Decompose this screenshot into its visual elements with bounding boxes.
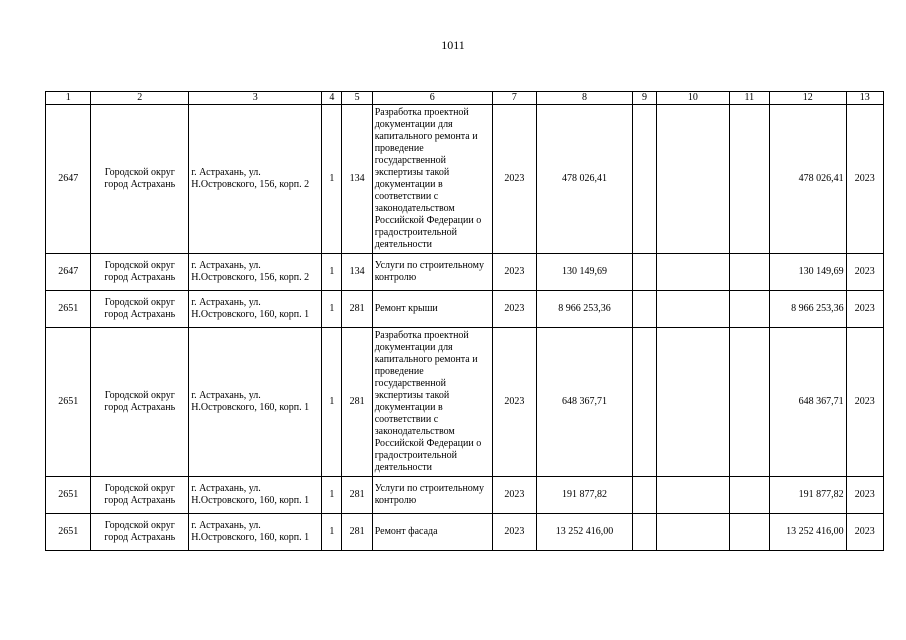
column-number: 12 xyxy=(769,92,846,105)
cell-col-8: 648 367,71 xyxy=(537,328,633,477)
cell-col-13: 2023 xyxy=(846,254,883,291)
cell-col-9 xyxy=(632,477,656,514)
cell-col-11 xyxy=(729,328,769,477)
column-number: 11 xyxy=(729,92,769,105)
cell-col-11 xyxy=(729,477,769,514)
column-number: 4 xyxy=(322,92,342,105)
cell-year: 2023 xyxy=(492,291,536,328)
cell-col-13: 2023 xyxy=(846,291,883,328)
cell-col-9 xyxy=(632,291,656,328)
table-body xyxy=(46,92,884,551)
cell-col-5: 281 xyxy=(342,328,372,477)
cell-col-9 xyxy=(632,514,656,551)
table-row xyxy=(46,291,884,328)
column-number: 9 xyxy=(632,92,656,105)
cell-col-8: 13 252 416,00 xyxy=(537,514,633,551)
column-number: 3 xyxy=(189,92,322,105)
cell-work-type: Услуги по строительному контролю xyxy=(372,477,492,514)
cell-col-8: 130 149,69 xyxy=(537,254,633,291)
cell-col-10 xyxy=(657,105,730,254)
cell-col-8: 8 966 253,36 xyxy=(537,291,633,328)
column-number: 7 xyxy=(492,92,536,105)
cell-municipality: Городской округ город Астрахань xyxy=(91,514,189,551)
cell-col-4: 1 xyxy=(322,477,342,514)
cell-municipality: Городской округ город Астрахань xyxy=(91,291,189,328)
column-number: 2 xyxy=(91,92,189,105)
column-number: 6 xyxy=(372,92,492,105)
cell-municipality: Городской округ город Астрахань xyxy=(91,477,189,514)
cell-municipality: Городской округ город Астрахань xyxy=(91,254,189,291)
cell-col-10 xyxy=(657,254,730,291)
table-row xyxy=(46,254,884,291)
cell-col-8: 478 026,41 xyxy=(537,105,633,254)
cell-col-5: 281 xyxy=(342,477,372,514)
cell-work-type: Ремонт крыши xyxy=(372,291,492,328)
cell-col-4: 1 xyxy=(322,254,342,291)
cell-row-number: 2647 xyxy=(46,105,91,254)
cell-address: г. Астрахань, ул. Н.Островского, 160, корп. 1 xyxy=(189,477,322,514)
cell-row-number: 2647 xyxy=(46,254,91,291)
cell-address: г. Астрахань, ул. Н.Островского, 160, корп. 1 xyxy=(189,328,322,477)
cell-address: г. Астрахань, ул. Н.Островского, 156, корп. 2 xyxy=(189,254,322,291)
cell-col-10 xyxy=(657,291,730,328)
cell-col-13: 2023 xyxy=(846,328,883,477)
cell-col-4: 1 xyxy=(322,514,342,551)
cell-col-8: 191 877,82 xyxy=(537,477,633,514)
cell-municipality: Городской округ город Астрахань xyxy=(91,105,189,254)
cell-col-4: 1 xyxy=(322,105,342,254)
cell-municipality: Городской округ город Астрахань xyxy=(91,328,189,477)
column-number-row xyxy=(46,92,884,105)
cell-work-type: Разработка проектной документации для капитального ремонта и проведение государственной экспертизы такой документации в соответствии с законодательством Российской Федерации о градостроительной деятельности xyxy=(372,105,492,254)
cell-work-type: Ремонт фасада xyxy=(372,514,492,551)
cell-col-10 xyxy=(657,328,730,477)
cell-year: 2023 xyxy=(492,105,536,254)
table-row xyxy=(46,514,884,551)
column-number: 10 xyxy=(657,92,730,105)
cell-year: 2023 xyxy=(492,254,536,291)
cell-year: 2023 xyxy=(492,477,536,514)
cell-col-9 xyxy=(632,105,656,254)
cell-col-11 xyxy=(729,254,769,291)
page-number: 1011 xyxy=(441,38,465,52)
cell-col-10 xyxy=(657,477,730,514)
cell-col-11 xyxy=(729,291,769,328)
cell-col-13: 2023 xyxy=(846,514,883,551)
cell-col-12: 8 966 253,36 xyxy=(769,291,846,328)
cell-col-12: 191 877,82 xyxy=(769,477,846,514)
cell-col-5: 281 xyxy=(342,514,372,551)
cell-work-type: Разработка проектной документации для капитального ремонта и проведение государственной экспертизы такой документации в соответствии с законодательством Российской Федерации о градостроительной деятельности xyxy=(372,328,492,477)
column-number: 5 xyxy=(342,92,372,105)
cell-address: г. Астрахань, ул. Н.Островского, 160, корп. 1 xyxy=(189,291,322,328)
cell-col-4: 1 xyxy=(322,328,342,477)
cell-col-12: 478 026,41 xyxy=(769,105,846,254)
cell-col-13: 2023 xyxy=(846,477,883,514)
cell-col-11 xyxy=(729,105,769,254)
cell-row-number: 2651 xyxy=(46,477,91,514)
cell-col-11 xyxy=(729,514,769,551)
cell-col-12: 130 149,69 xyxy=(769,254,846,291)
cell-work-type: Услуги по строительному контролю xyxy=(372,254,492,291)
cell-col-5: 281 xyxy=(342,291,372,328)
cell-col-12: 648 367,71 xyxy=(769,328,846,477)
cell-row-number: 2651 xyxy=(46,514,91,551)
cell-row-number: 2651 xyxy=(46,328,91,477)
column-number: 13 xyxy=(846,92,883,105)
register-table xyxy=(45,91,884,551)
column-number: 1 xyxy=(46,92,91,105)
cell-col-5: 134 xyxy=(342,105,372,254)
table-row xyxy=(46,328,884,477)
cell-col-9 xyxy=(632,328,656,477)
cell-year: 2023 xyxy=(492,514,536,551)
cell-col-5: 134 xyxy=(342,254,372,291)
cell-col-13: 2023 xyxy=(846,105,883,254)
cell-row-number: 2651 xyxy=(46,291,91,328)
column-number: 8 xyxy=(537,92,633,105)
table-row xyxy=(46,477,884,514)
cell-address: г. Астрахань, ул. Н.Островского, 156, корп. 2 xyxy=(189,105,322,254)
cell-year: 2023 xyxy=(492,328,536,477)
cell-col-4: 1 xyxy=(322,291,342,328)
cell-address: г. Астрахань, ул. Н.Островского, 160, корп. 1 xyxy=(189,514,322,551)
cell-col-12: 13 252 416,00 xyxy=(769,514,846,551)
cell-col-9 xyxy=(632,254,656,291)
table-row xyxy=(46,105,884,254)
cell-col-10 xyxy=(657,514,730,551)
